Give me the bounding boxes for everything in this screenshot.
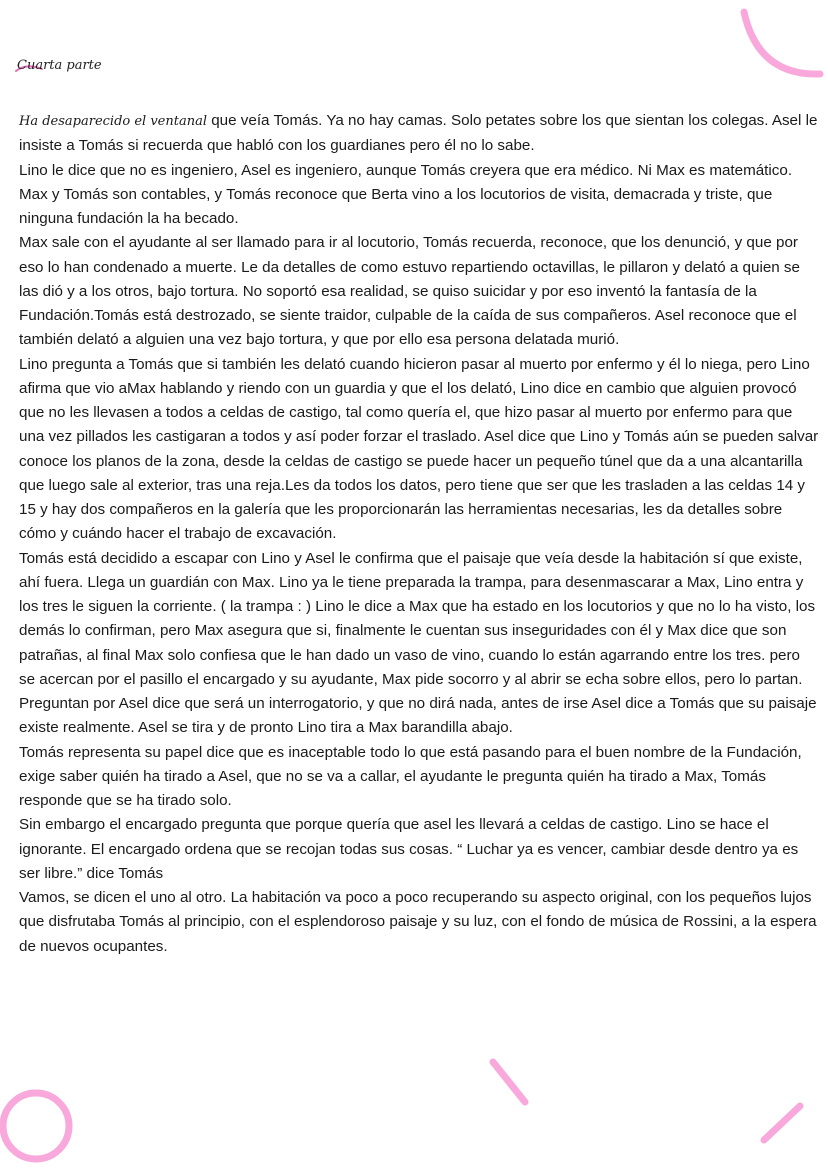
paragraph-lead: Ha desaparecido el ventanal — [19, 114, 208, 129]
paragraph-text: Tomás está decidido a escapar con Lino y Asel le confirma que el paisaje que veía desde la habitación sí que existe, ahí fuera. Llega un guardián con Max. Lino ya le tiene preparada la trampa, para desenmascarar a Max, Lino entra y los tres le siguen la corriente. ( la trampa : ) Lino le dice a Max que ha estado en los locutorios y que no lo ha visto, los demás lo confirman, pero Max asegura que si, finalmente le cuentan sus inseguridades con él y Max dice que son patrañas, al final Max solo confiesa que le han dado un vaso de vino, cuando lo están agarrando entre los tres. pero se acercan por el pasillo el encargado y su ayudante, Max pide socorro y al abrir se echa sobre ellos, pero lo partan. Preguntan por Asel dice que será un interrogatorio, y que no dirá nada, antes de irse Asel dice a Tomás que su paisaje existe realmente. Asel se tira y de pronto Lino tira a Max barandilla abajo. — [19, 549, 817, 737]
paragraph-text: Max sale con el ayudante al ser llamado para ir al locutorio, Tomás recuerda, reconoce, que los denunció, y que por eso lo han condenado a muerte. Le da detalles de como estuvo repartiendo octavillas, le pillaron y delató a quien se las dió y a los otros, bajo tortura. No soportó esa realidad, se quiso suicidar y por eso inventó la fantasía de la Fundación.Tomás está destrozado, se siente traidor, culpable de la caída de sus compañeros. Asel reconoce que el también delató a alguien una vez bajo tortura, y que por ello esa persona delatada murió. — [19, 234, 800, 349]
paragraph — [19, 109, 819, 159]
pink-circle-decoration — [0, 1086, 78, 1168]
section-title: Cuarta parte — [17, 58, 102, 73]
paragraph — [19, 159, 819, 232]
paragraph — [19, 886, 819, 959]
paragraph — [19, 231, 819, 352]
paragraph-text: Lino le dice que no es ingeniero, Asel es ingeniero, aunque Tomás creyera que era médico. Ni Max es matemático. Max y Tomás son contables, y Tomás reconoce que Berta vino a los locutorios de visita, demacrada y triste, que ninguna fundación la ha becado. — [19, 161, 793, 227]
pink-arc-decoration — [736, 0, 826, 90]
paragraph — [19, 547, 819, 741]
paragraph-text: Lino pregunta a Tomás que si también les delató cuando hicieron pasar al muerto por enfermo y él lo niega, pero Lino afirma que vio aMax hablando y riendo con un guardia y que el los delató, Lino dice en cambio que alguien provocó que no les llevasen a todos a celdas de castigo, tal como quería el, que hizo pasar al muerto por enfermo para que una vez pillados les castigaran a todos y así poder forzar el traslado. Asel dice que Lino y Tomás aún se pueden salvar conoce los planos de la zona, desde la celdas de castigo se puede hacer un pequeño túnel que da a una alcantarilla que luego sale al exterior, tras una reja.Les da todos los datos, pero tiene que ser que les trasladen a las celdas 14 y 15 y hay dos compañeros en la galería que les proporcionarán las herramientas necesarias, les da detalles sobre cómo y cuándo hacer el trabajo de excavación. — [19, 355, 819, 543]
document-body — [19, 109, 819, 959]
paragraph — [19, 353, 819, 547]
pink-slash-decoration-right — [756, 1096, 808, 1148]
pink-slash-decoration — [487, 1056, 532, 1110]
paragraph-text: Sin embargo el encargado pregunta que porque quería que asel les llevará a celdas de castigo. Lino se hace el ignorante. El encargado ordena que se recojan todas sus cosas. “ Luchar ya es vencer, cambiar desde dentro ya es ser libre.” dice Tomás — [19, 816, 799, 882]
paragraph — [19, 741, 819, 814]
paragraph-text: que veía Tomás. Ya no hay camas. Solo petates sobre los que sientan los colegas. Asel le insiste a Tomás si recuerda que habló con los guardianes pero él no lo sabe. — [19, 112, 818, 155]
paragraph-text: Vamos, se dicen el uno al otro. La habitación va poco a poco recuperando su aspecto original, con los pequeños lujos que disfrutaba Tomás al principio, con el esplendoroso paisaje y su luz, con el fondo de música de Rossini, a la espera de nuevos ocupantes. — [19, 889, 817, 955]
paragraph — [19, 813, 819, 886]
paragraph-text: Tomás representa su papel dice que es inaceptable todo lo que está pasando para el buen nombre de la Fundación, exige saber quién ha tirado a Asel, que no se va a callar, el ayudante le pregunta quién ha tirado a Max, Tomás responde que se ha tirado solo. — [19, 743, 802, 809]
